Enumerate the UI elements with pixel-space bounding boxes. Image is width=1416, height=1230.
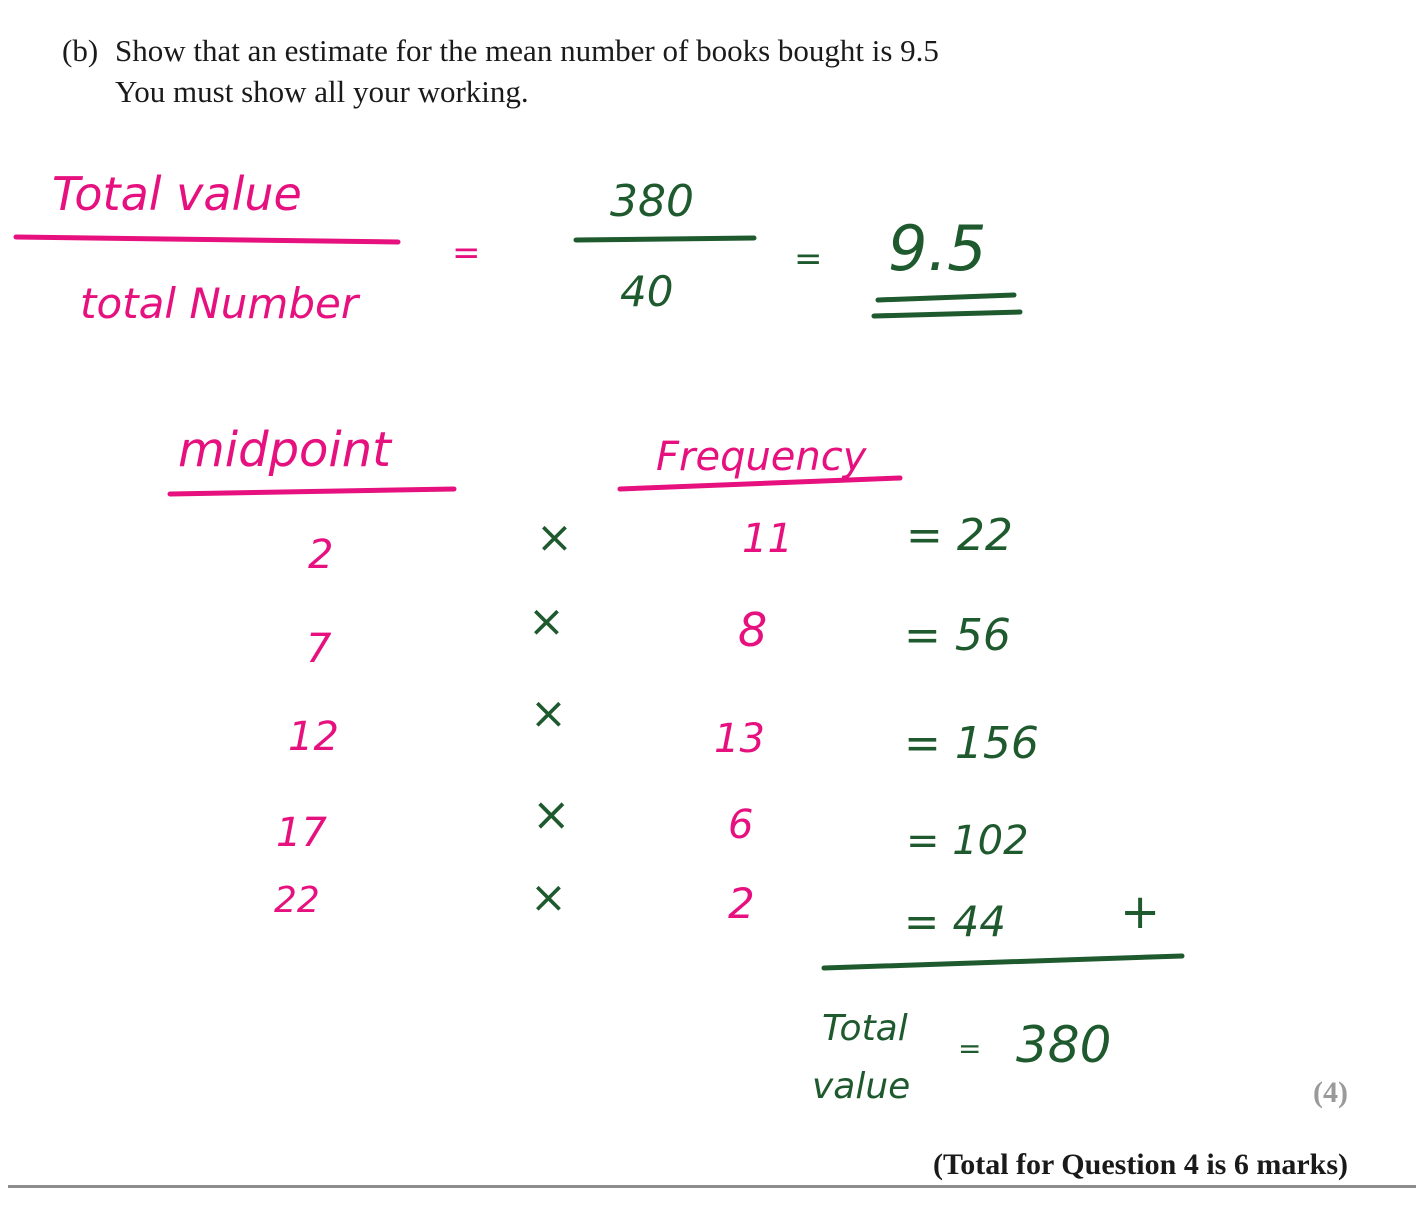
- result-underline-1: [878, 295, 1014, 300]
- result-underline-2: [874, 312, 1020, 316]
- formula-fraction-bar: [16, 237, 398, 242]
- numeric-fraction-bar: [576, 238, 754, 240]
- midpoint-header: midpoint: [178, 422, 391, 478]
- equals-sign-2: =: [794, 239, 823, 279]
- midpoint-value: 7: [306, 626, 332, 672]
- part-label: (b): [62, 33, 99, 68]
- result-value: 9.5: [888, 212, 987, 285]
- times-sign: ×: [530, 872, 567, 923]
- frequency-value: 13: [714, 716, 765, 762]
- formula-denominator: total Number: [80, 279, 359, 328]
- midpoint-value: 2: [308, 532, 334, 578]
- plus-sign: +: [1120, 884, 1161, 940]
- sum-line: [824, 956, 1182, 968]
- product-value: = 22: [906, 510, 1013, 561]
- midpoint-value: 12: [288, 714, 339, 760]
- marks-indicator: (4): [1313, 1076, 1348, 1109]
- times-sign: ×: [528, 596, 565, 647]
- total-label-line-2: value: [812, 1066, 911, 1107]
- product-value: = 56: [904, 610, 1011, 661]
- midpoint-value: 17: [276, 810, 327, 856]
- times-sign: ×: [530, 688, 567, 739]
- frequency-value: 2: [728, 879, 755, 928]
- numeric-denominator: 40: [620, 267, 674, 316]
- numeric-numerator: 380: [610, 176, 694, 227]
- formula-numerator: Total value: [52, 167, 302, 221]
- total-equals-sign: =: [958, 1032, 982, 1065]
- total-value: 380: [1016, 1016, 1112, 1074]
- total-label-line-1: Total: [822, 1008, 908, 1049]
- product-value: = 102: [906, 818, 1029, 864]
- times-sign: ×: [532, 787, 571, 841]
- equals-sign-1: =: [452, 233, 481, 273]
- product-value: = 44: [904, 897, 1006, 946]
- question-prompt: Show that an estimate for the mean number of books bought is 9.5: [115, 33, 939, 68]
- question-total: (Total for Question 4 is 6 marks): [932, 1148, 1348, 1181]
- product-value: = 156: [904, 718, 1039, 769]
- page-divider: [8, 1185, 1416, 1188]
- midpoint-header-underline: [170, 489, 454, 494]
- times-sign: ×: [536, 512, 573, 563]
- frequency-value: 8: [738, 603, 768, 657]
- frequency-value: 11: [742, 516, 793, 562]
- question-line-2: You must show all your working.: [115, 74, 529, 109]
- frequency-header: Frequency: [656, 434, 867, 480]
- midpoint-value: 22: [274, 880, 320, 921]
- frequency-value: 6: [728, 802, 754, 848]
